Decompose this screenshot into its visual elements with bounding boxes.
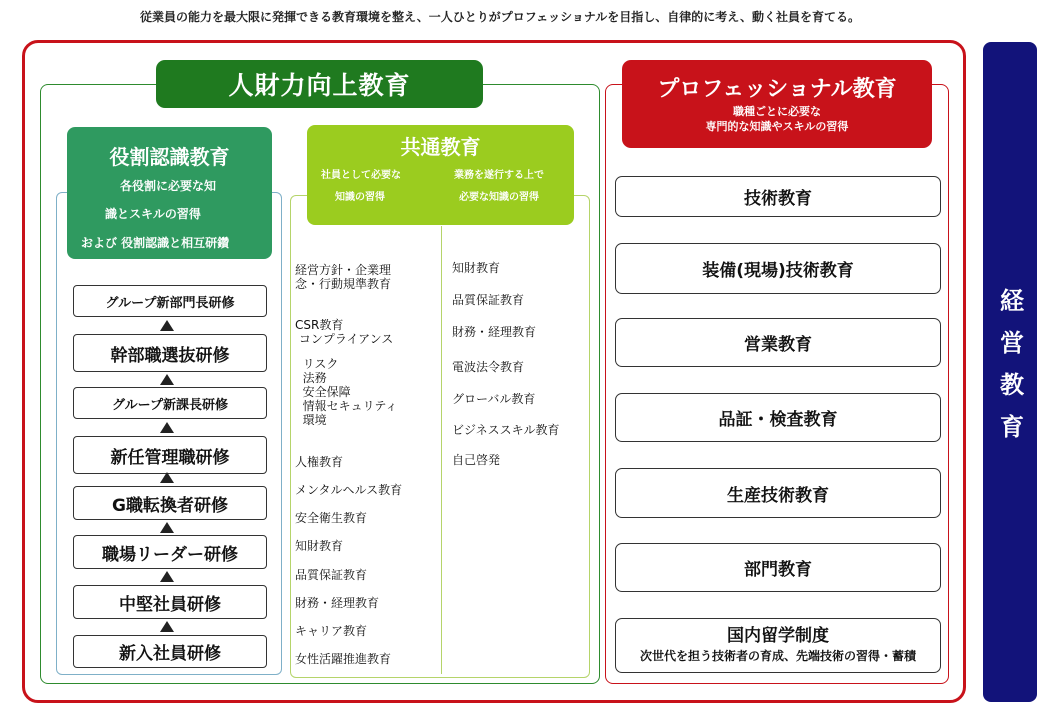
- management-label: 経営教育: [995, 288, 1024, 456]
- role-title-box: [67, 127, 272, 259]
- role-desc-1: 各役割に必要な知: [120, 179, 217, 193]
- pro-item: 営業教育: [615, 318, 941, 367]
- common-item: メンタルヘルス教育: [295, 483, 403, 497]
- common-item: リスク 法務 安全保障 情報セキュリティ 環境: [302, 357, 398, 427]
- common-item: キャリア教育: [295, 624, 368, 638]
- pro-item: 品証・検査教育: [615, 393, 941, 442]
- step-1: グループ新部門長研修: [73, 285, 267, 317]
- common-item: 品質保証教育: [452, 293, 525, 307]
- common-item: 経営方針・企業理 念・行動規準教育: [295, 263, 392, 291]
- professional-sub: [622, 104, 932, 134]
- arrow-up-icon: [160, 320, 174, 331]
- common-item: 女性活躍推進教育: [295, 652, 392, 666]
- step-4: 新任管理職研修: [73, 436, 267, 474]
- step-3: グループ新課長研修: [73, 387, 267, 419]
- study-sub: 次世代を担う技術者の育成、先端技術の習得・蓄積: [639, 648, 916, 663]
- pro-item: 技術教育: [615, 176, 941, 217]
- role-desc-2: 識とスキルの習得: [105, 207, 201, 221]
- step-7: 中堅社員研修: [73, 585, 267, 619]
- common-item: 自己啓発: [452, 453, 501, 467]
- professional-title-box: [622, 60, 932, 148]
- common-item: 知財教育: [295, 539, 344, 553]
- common-title-box: [307, 125, 574, 225]
- professional-frame: [605, 84, 949, 684]
- pro-item: 装備(現場)技術教育: [615, 243, 941, 294]
- common-sub-left-1: 社員として必要な: [321, 170, 401, 181]
- common-item: グローバル教育: [452, 392, 536, 406]
- common-item: 人権教育: [295, 455, 344, 469]
- common-item: ビジネススキル教育: [452, 423, 560, 437]
- step-6: 職場リーダー研修: [73, 535, 267, 569]
- common-item: CSR教育 コンプライアンス: [295, 318, 394, 346]
- common-item: 品質保証教育: [295, 568, 368, 582]
- arrow-up-icon: [160, 621, 174, 632]
- common-item: 電波法令教育: [452, 360, 525, 374]
- arrow-up-icon: [160, 472, 174, 483]
- pro-item: 生産技術教育: [615, 468, 941, 518]
- role-desc-3: および 役割認識と相互研鑽: [81, 236, 230, 250]
- jinzai-title: 人財力向上教育: [156, 60, 483, 108]
- role-title: 役割認識教育: [109, 145, 230, 169]
- step-2: 幹部職選抜研修: [73, 334, 267, 372]
- common-item: 安全衛生教育: [295, 511, 368, 525]
- common-sub-right-2: 必要な知識の習得: [459, 192, 539, 203]
- step-5: G職転換者研修: [73, 486, 267, 520]
- common-title: 共通教育: [400, 135, 481, 159]
- common-item: 知財教育: [452, 261, 501, 275]
- professional-title: プロフェッショナル教育: [657, 77, 897, 102]
- professional-sub-2: 専門的な知識やスキルの習得: [705, 120, 849, 133]
- study-title: 国内留学制度: [727, 625, 829, 646]
- common-divider: [441, 226, 442, 674]
- step-8: 新入社員研修: [73, 635, 267, 668]
- management-bar: [983, 42, 1037, 702]
- common-sub-left-2: 知識の習得: [335, 192, 385, 203]
- common-sub-right-1: 業務を遂行する上で: [454, 170, 544, 181]
- pro-item: 部門教育: [615, 543, 941, 592]
- tagline: 従業員の能力を最大限に発揮できる教育環境を整え、一人ひとりがプロフェッショナルを目指し、自律的に考え、動く社員を育てる。: [139, 10, 860, 24]
- arrow-up-icon: [160, 422, 174, 433]
- arrow-up-icon: [160, 571, 174, 582]
- professional-sub-1: 職種ごとに必要な: [733, 105, 821, 118]
- common-item: 財務・経理教育: [452, 325, 537, 339]
- arrow-up-icon: [160, 374, 174, 385]
- pro-item-study: [615, 618, 941, 673]
- arrow-up-icon: [160, 522, 174, 533]
- common-item: 財務・経理教育: [295, 596, 380, 610]
